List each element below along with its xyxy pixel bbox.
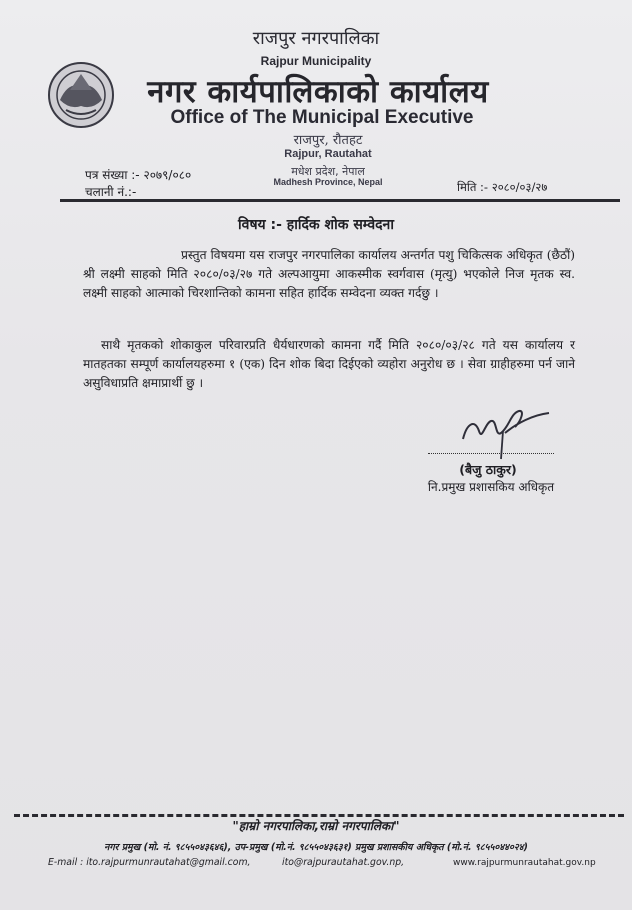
stamp-line-4: Madhesh Province, Nepal bbox=[273, 177, 383, 187]
stamp-line-2: Rajpur, Rautahat bbox=[284, 148, 372, 160]
footer-slogan: "हाम्रो नगरपालिका,राम्रो नगरपालिका" bbox=[232, 819, 400, 833]
stamp-line-1: राजपुर, रौतहट bbox=[293, 133, 363, 148]
municipality-name-nepali: राजपुर नगरपालिका bbox=[252, 28, 380, 49]
office-seal-stamp bbox=[268, 120, 388, 190]
signatory-title: नि.प्रमुख प्रशासकिय अधिकृत bbox=[427, 480, 555, 494]
header-divider bbox=[60, 199, 620, 202]
subject-line: विषय :- हार्दिक शोक सम्वेदना bbox=[238, 217, 394, 233]
letter-date: मिति :- २०८०/०३/२७ bbox=[457, 180, 548, 194]
footer-contacts: नगर प्रमुख (मो. नं. ९८५५०४३६४६), उप-प्रमुख (मो.नं. ९८५५०४३६३१) प्रमुख प्रशासकीय अधिकृत (मो.नं. ९८५५०४४०२४) bbox=[104, 842, 528, 853]
office-name-nepali: नगर कार्यपालिकाको कार्यालय bbox=[147, 74, 489, 110]
signature-line bbox=[428, 453, 554, 454]
footer-website: www.rajpurmunrautahat.gov.np bbox=[453, 858, 596, 868]
dispatch-number: चलानी नं.:- bbox=[85, 185, 137, 199]
emblem-logo bbox=[46, 60, 116, 130]
body-paragraph-1: प्रस्तुत विषयमा यस राजपुर नगरपालिका कार्यालय अन्तर्गत पशु चिकित्सक अधिकृत (छैठौं) श्री लक्ष्मी साहको मिति २०८०/०३/२७ गते अल्पआयुमा आकस्मीक स्वर्गवास (मृत्यु) भएकोले निज मृतक स्व. लक्ष्मी साहको आत्माको चिरशान्तिको कामना सहित हार्दिक सम्वेदना व्यक्त गर्दछु । bbox=[83, 248, 576, 300]
reference-number: पत्र संख्या :- २०७९/०८० bbox=[85, 168, 192, 182]
footer-email-gov: ito@rajpurautahat.gov.np, bbox=[282, 857, 405, 868]
signatory-name: (बैजु ठाकुर) bbox=[459, 462, 517, 477]
office-name-english: Office of The Municipal Executive bbox=[170, 107, 474, 128]
stamp-line-3: मधेश प्रदेश, नेपाल bbox=[291, 165, 365, 178]
body-paragraph-2: साथै मृतकको शोकाकुल परिवारप्रति धैर्यधारणको कामना गर्दै मिति २०८०/०३/२८ गते यस कार्यालय र मातहतका सम्पूर्ण कार्यालयहरुमा १ (एक) दिन शोक बिदा दिईएको व्यहोरा अनुरोध छ । सेवा ग्राहीहरुमा पर्न जाने असुविधाप्रति क्षमाप्रार्थी छु । bbox=[83, 338, 575, 390]
footer-email-gmail: E-mail : ito.rajpurmunrautahat@gmail.com, bbox=[48, 857, 251, 868]
municipality-name-english: Rajpur Municipality bbox=[260, 54, 372, 68]
